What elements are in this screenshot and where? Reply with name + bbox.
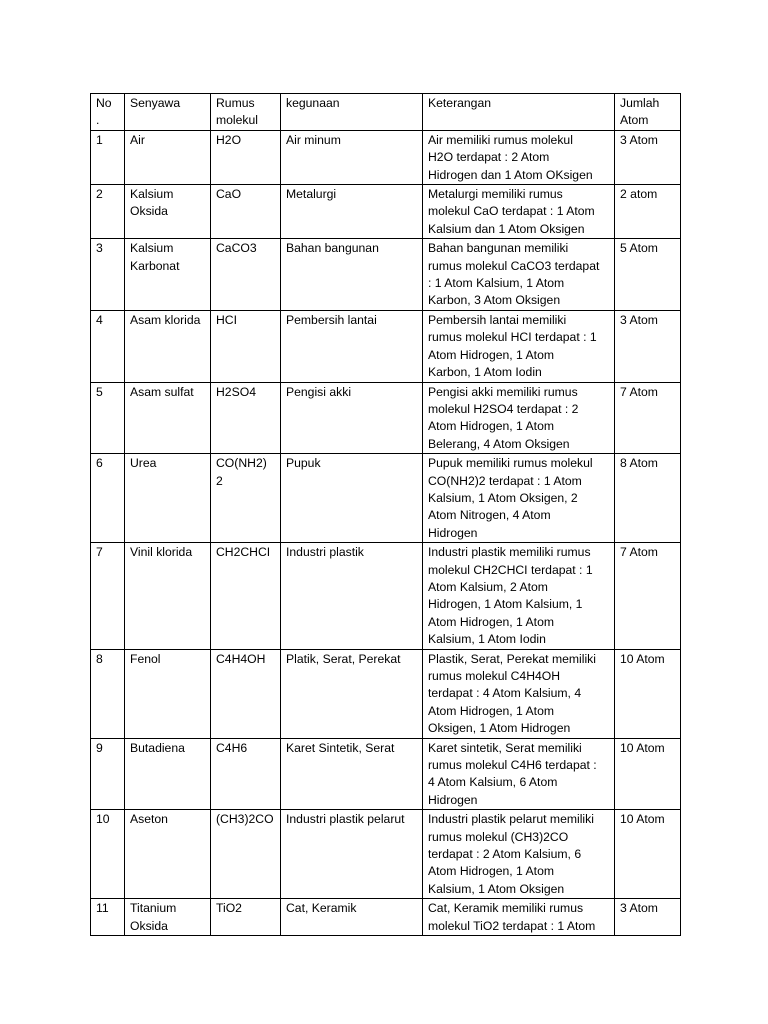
cell-senyawa-text: Kalsium Oksida — [130, 187, 174, 219]
cell-rumus-text: HCI — [216, 312, 237, 327]
cell-kegunaan-text: Industri plastik — [286, 545, 364, 560]
cell-rumus — [211, 130, 281, 184]
cell-rumus — [211, 810, 281, 899]
table-row — [91, 810, 681, 899]
cell-jumlah-text: 3 Atom — [620, 901, 658, 916]
cell-senyawa-text: Vinil klorida — [130, 545, 193, 560]
cell-kegunaan — [281, 310, 423, 382]
cell-keterangan-text: Industri plastik pelarut memiliki rumus molekul (CH3)2CO terdapat : 2 Atom Kalsium, 6 Atom Hidrogen, 1 Atom Kalsium, 1 Atom Oksigen — [428, 812, 594, 896]
cell-rumus — [211, 738, 281, 810]
cell-senyawa — [125, 543, 211, 649]
cell-senyawa — [125, 239, 211, 311]
table-row — [91, 310, 681, 382]
cell-rumus — [211, 382, 281, 454]
header-kegunaan-label: kegunaan — [286, 96, 340, 110]
cell-no — [91, 454, 125, 543]
cell-keterangan-text: Air memiliki rumus molekul H2O terdapat : 2 Atom Hidrogen dan 1 Atom OKsigen — [428, 132, 593, 182]
cell-rumus-text: CH2CHCI — [216, 545, 271, 560]
cell-senyawa — [125, 185, 211, 239]
cell-rumus-text: H2O — [216, 132, 242, 147]
header-keterangan-label: Keterangan — [428, 96, 492, 110]
cell-keterangan — [423, 382, 615, 454]
cell-kegunaan — [281, 543, 423, 649]
cell-kegunaan-text: Air minum — [286, 132, 341, 147]
cell-jumlah-text: 3 Atom — [620, 312, 658, 327]
cell-jumlah-text: 10 Atom — [620, 740, 665, 755]
cell-jumlah — [615, 185, 681, 239]
header-rumus-label: Rumus molekul — [216, 96, 258, 128]
cell-jumlah — [615, 738, 681, 810]
cell-no-text: 9 — [96, 740, 103, 755]
cell-keterangan-text: Cat, Keramik memiliki rumus molekul TiO2 terdapat : 1 Atom — [428, 901, 596, 933]
table-row — [91, 382, 681, 454]
cell-keterangan-text: Industri plastik memiliki rumus molekul CH2CHCI terdapat : 1 Atom Kalsium, 2 Atom Hidrogen, 1 Atom Kalsium, 1 Atom Hidrogen, 1 Atom Kalsium, 1 Atom Iodin — [428, 545, 593, 647]
cell-kegunaan-text: Industri plastik pelarut — [286, 812, 405, 827]
cell-senyawa-text: Kalsium Karbonat — [130, 241, 180, 273]
cell-rumus-text: H2SO4 — [216, 384, 256, 399]
cell-kegunaan-text: Pengisi akki — [286, 384, 352, 399]
table-row — [91, 185, 681, 239]
cell-no-text: 11 — [96, 901, 109, 916]
cell-kegunaan-text: Karet Sintetik, Serat — [286, 740, 395, 755]
table-row — [91, 130, 681, 184]
cell-no-text: 8 — [96, 651, 103, 666]
cell-no-text: 1 — [96, 132, 103, 147]
cell-rumus-text: CO(NH2) 2 — [216, 456, 267, 488]
cell-keterangan — [423, 239, 615, 311]
cell-no — [91, 239, 125, 311]
cell-senyawa — [125, 382, 211, 454]
header-no — [91, 94, 125, 131]
cell-senyawa-text: Titanium Oksida — [130, 901, 177, 933]
cell-rumus-text: TiO2 — [216, 901, 242, 916]
table-row — [91, 899, 681, 936]
cell-keterangan — [423, 130, 615, 184]
cell-no — [91, 382, 125, 454]
cell-no-text: 5 — [96, 384, 103, 399]
cell-kegunaan — [281, 649, 423, 738]
cell-rumus — [211, 649, 281, 738]
table-row — [91, 239, 681, 311]
cell-rumus-text: CaO — [216, 187, 242, 202]
cell-rumus-text: CaCO3 — [216, 241, 257, 256]
cell-keterangan-text: Karet sintetik, Serat memiliki rumus molekul C4H6 terdapat : 4 Atom Kalsium, 6 Atom Hidrogen — [428, 740, 597, 807]
cell-senyawa-text: Butadiena — [130, 740, 185, 755]
cell-jumlah-text: 10 Atom — [620, 651, 665, 666]
cell-kegunaan-text: Pembersih lantai — [286, 312, 377, 327]
header-jumlah — [615, 94, 681, 131]
cell-kegunaan — [281, 738, 423, 810]
cell-no-text: 6 — [96, 456, 103, 471]
cell-kegunaan-text: Cat, Keramik — [286, 901, 357, 916]
cell-jumlah-text: 2 atom — [620, 187, 658, 202]
cell-kegunaan-text: Bahan bangunan — [286, 241, 379, 256]
cell-no-text: 3 — [96, 241, 103, 256]
table-row — [91, 649, 681, 738]
cell-senyawa-text: Aseton — [130, 812, 168, 827]
cell-keterangan — [423, 185, 615, 239]
cell-jumlah — [615, 454, 681, 543]
cell-keterangan-text: Metalurgi memiliki rumus molekul CaO terdapat : 1 Atom Kalsium dan 1 Atom Oksigen — [428, 187, 595, 236]
cell-jumlah — [615, 239, 681, 311]
cell-kegunaan — [281, 130, 423, 184]
table-row — [91, 543, 681, 649]
cell-keterangan — [423, 454, 615, 543]
cell-senyawa-text: Asam klorida — [130, 312, 201, 327]
cell-rumus-text: C4H4OH — [216, 651, 266, 666]
table-body — [91, 94, 681, 936]
cell-jumlah — [615, 810, 681, 899]
cell-rumus — [211, 543, 281, 649]
cell-keterangan-text: Pupuk memiliki rumus molekul CO(NH2)2 terdapat : 1 Atom Kalsium, 1 Atom Oksigen, 2 Atom Nitrogen, 4 Atom Hidrogen — [428, 456, 593, 540]
cell-keterangan-text: Bahan bangunan memiliki rumus molekul CaCO3 terdapat : 1 Atom Kalsium, 1 Atom Karbon, 3 Atom Oksigen — [428, 241, 600, 308]
cell-senyawa-text: Asam sulfat — [130, 384, 194, 399]
cell-senyawa — [125, 810, 211, 899]
cell-rumus-text: (CH3)2CO — [216, 812, 274, 827]
cell-rumus — [211, 185, 281, 239]
cell-kegunaan-text: Metalurgi — [286, 187, 337, 202]
cell-jumlah — [615, 310, 681, 382]
cell-kegunaan — [281, 899, 423, 936]
cell-no-text: 10 — [96, 812, 110, 827]
cell-senyawa-text: Urea — [130, 456, 157, 471]
cell-jumlah-text: 7 Atom — [620, 384, 658, 399]
cell-jumlah-text: 7 Atom — [620, 545, 658, 560]
cell-no — [91, 810, 125, 899]
cell-jumlah — [615, 649, 681, 738]
cell-rumus — [211, 310, 281, 382]
cell-no-text: 7 — [96, 545, 103, 560]
header-kegunaan — [281, 94, 423, 131]
cell-kegunaan — [281, 454, 423, 543]
cell-no — [91, 130, 125, 184]
cell-jumlah-text: 8 Atom — [620, 456, 658, 471]
cell-jumlah-text: 3 Atom — [620, 132, 658, 147]
cell-no — [91, 310, 125, 382]
compound-table — [90, 93, 681, 936]
header-keterangan — [423, 94, 615, 131]
cell-jumlah — [615, 130, 681, 184]
cell-jumlah-text: 5 Atom — [620, 241, 658, 256]
cell-keterangan — [423, 738, 615, 810]
cell-jumlah-text: 10 Atom — [620, 812, 665, 827]
cell-no — [91, 543, 125, 649]
cell-no — [91, 899, 125, 936]
cell-keterangan — [423, 543, 615, 649]
cell-keterangan — [423, 649, 615, 738]
cell-no — [91, 738, 125, 810]
cell-keterangan-text: Pembersih lantai memiliki rumus molekul HCI terdapat : 1 Atom Hidrogen, 1 Atom Karbon, 1 Atom Iodin — [428, 312, 597, 380]
cell-no-text: 4 — [96, 312, 103, 327]
cell-rumus-text: C4H6 — [216, 740, 248, 755]
cell-keterangan-text: Pengisi akki memiliki rumus molekul H2SO4 terdapat : 2 Atom Hidrogen, 1 Atom Belerang, 4 Atom Oksigen — [428, 384, 579, 451]
cell-keterangan — [423, 810, 615, 899]
cell-kegunaan — [281, 239, 423, 311]
table-row — [91, 454, 681, 543]
cell-no — [91, 649, 125, 738]
cell-senyawa-text: Air — [130, 132, 145, 147]
header-rumus — [211, 94, 281, 131]
header-senyawa-label: Senyawa — [130, 96, 181, 110]
cell-rumus — [211, 899, 281, 936]
header-no-label: No . — [96, 96, 112, 128]
cell-keterangan — [423, 310, 615, 382]
cell-keterangan-text: Plastik, Serat, Perekat memiliki rumus molekul C4H4OH terdapat : 4 Atom Kalsium, 4 Atom Hidrogen, 1 Atom Oksigen, 1 Atom Hidrogen — [428, 651, 596, 736]
cell-senyawa — [125, 738, 211, 810]
cell-kegunaan — [281, 810, 423, 899]
cell-senyawa — [125, 130, 211, 184]
cell-kegunaan — [281, 382, 423, 454]
cell-keterangan — [423, 899, 615, 936]
header-jumlah-label: Jumlah Atom — [620, 96, 660, 128]
cell-jumlah — [615, 543, 681, 649]
cell-senyawa — [125, 454, 211, 543]
cell-kegunaan-text: Platik, Serat, Perekat — [286, 651, 401, 666]
cell-jumlah — [615, 899, 681, 936]
table-header-row — [91, 94, 681, 131]
cell-senyawa — [125, 899, 211, 936]
cell-senyawa-text: Fenol — [130, 651, 161, 666]
header-senyawa — [125, 94, 211, 131]
cell-no-text: 2 — [96, 187, 103, 202]
table-row — [91, 738, 681, 810]
cell-senyawa — [125, 310, 211, 382]
cell-senyawa — [125, 649, 211, 738]
cell-rumus — [211, 454, 281, 543]
cell-jumlah — [615, 382, 681, 454]
cell-kegunaan-text: Pupuk — [286, 456, 321, 471]
cell-no — [91, 185, 125, 239]
cell-kegunaan — [281, 185, 423, 239]
cell-rumus — [211, 239, 281, 311]
